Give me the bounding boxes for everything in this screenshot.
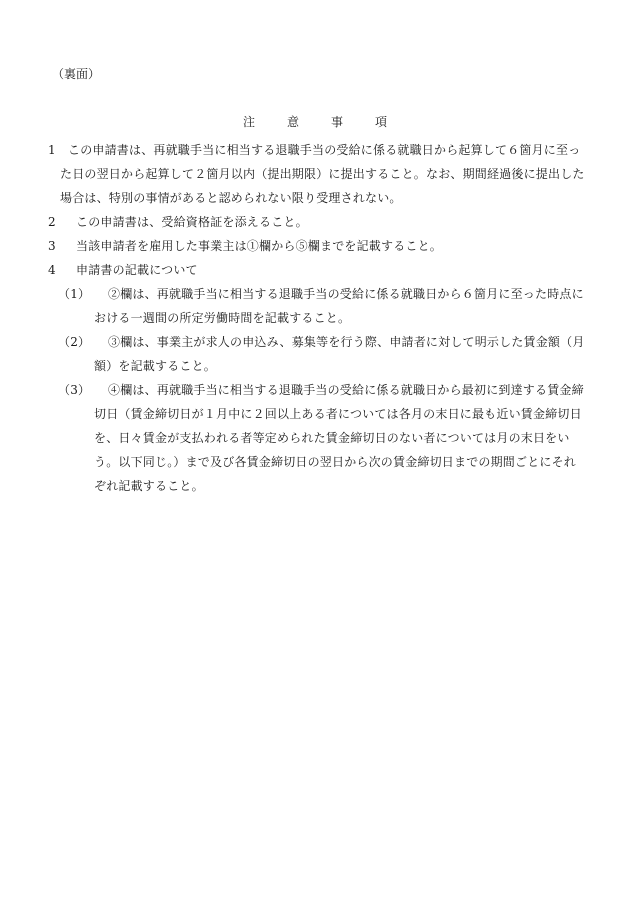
note-item — [48, 138, 588, 210]
subnote-number: （1） — [58, 287, 91, 301]
subnote-item — [48, 282, 588, 330]
subnote-number: （3） — [58, 383, 91, 397]
note-number: 3 — [48, 239, 56, 253]
note-number: 1 — [48, 143, 56, 157]
subnote-item — [48, 330, 588, 378]
note-text: 申請書の記載について — [76, 263, 198, 277]
page-title — [0, 114, 630, 130]
note-item — [48, 258, 588, 282]
note-item — [48, 234, 588, 258]
subnote-number: （2） — [58, 335, 91, 349]
subnote-item — [48, 378, 588, 498]
note-text: 当該申請者を雇用した事業主は①欄から⑤欄までを記載すること。 — [76, 239, 443, 253]
subnote-text: ③欄は、事業主が求人の申込み、募集等を行う際、申請者に対して明示した賃金額（月額）を記載すること。 — [94, 335, 585, 373]
note-number: 2 — [48, 215, 56, 229]
title-char: 意 — [286, 115, 299, 129]
subnote-text: ②欄は、再就職手当に相当する退職手当の受給に係る就職日から６箇月に至った時点における一週間の所定労働時間を記載すること。 — [94, 287, 584, 325]
note-text: この申請書は、受給資格証を添えること。 — [76, 215, 308, 229]
note-number: 4 — [48, 263, 56, 277]
note-text: この申請書は、再就職手当に相当する退職手当の受給に係る就職日から起算して６箇月に至った日の翌日から起算して２箇月以内（提出期限）に提出すること。なお、期間経過後に提出した場合は、特別の事情があると認められない限り受理されない。 — [60, 143, 585, 205]
subnote-text: ④欄は、再就職手当に相当する退職手当の受給に係る就職日から最初に到達する賃金締切日（賃金締切日が１月中に２回以上ある者については各月の末日に最も近い賃金締切日を、日々賃金が支払われる者等定められた賃金締切日のない者については月の末日をいう。以下同じ。）まで及び各賃金締切日の翌日から次の賃金締切日までの期間ごとにそれぞれ記載すること。 — [94, 383, 584, 493]
title-char: 項 — [375, 115, 388, 129]
title-char: 事 — [331, 115, 344, 129]
title-char: 注 — [242, 115, 255, 129]
note-item — [48, 210, 588, 234]
back-side-label: （裏面） — [52, 67, 101, 81]
notes-list — [48, 138, 588, 498]
